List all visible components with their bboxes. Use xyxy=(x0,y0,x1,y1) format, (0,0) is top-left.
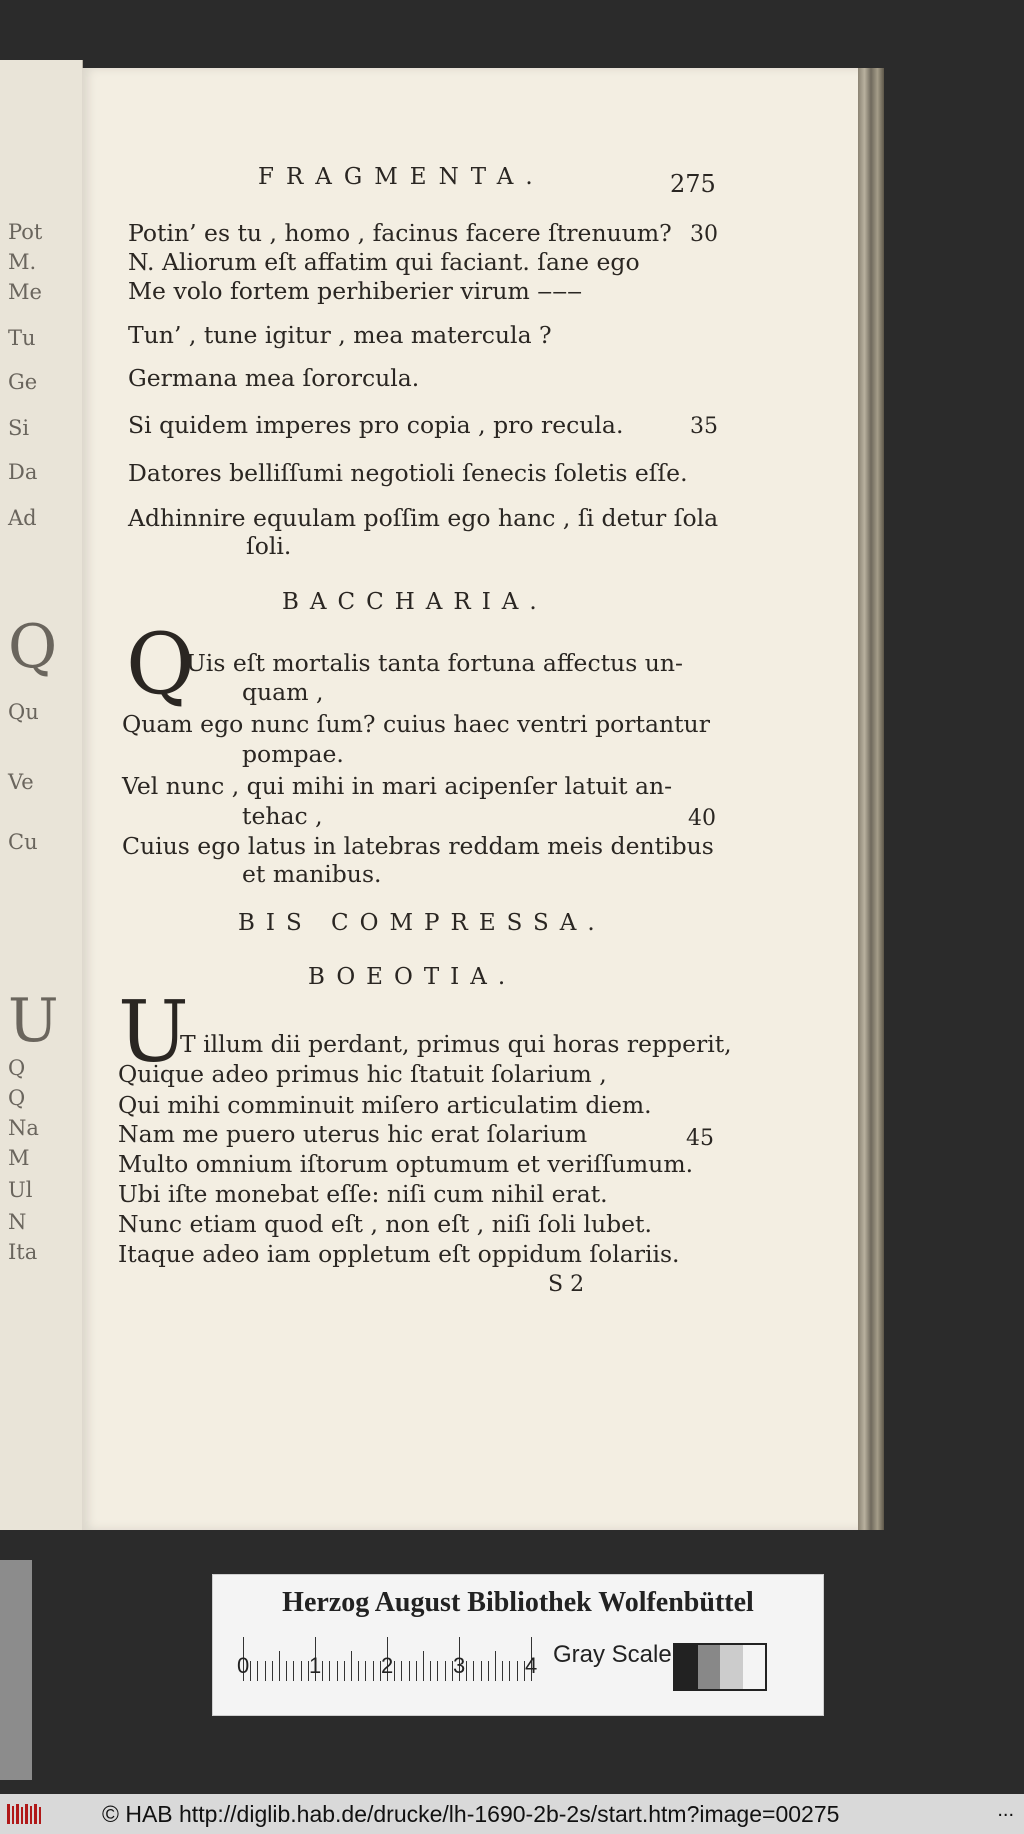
ruler-tick xyxy=(416,1661,417,1681)
ruler-tick xyxy=(437,1661,438,1681)
section-heading: BIS COMPRESSA. xyxy=(238,910,606,936)
ruler-tick xyxy=(358,1661,359,1681)
text-line: pompae. xyxy=(242,740,344,768)
hab-logo-icon xyxy=(6,1802,46,1826)
ruler-tick xyxy=(466,1661,467,1681)
left-page-fragment: Tu xyxy=(8,326,36,350)
drop-cap: U xyxy=(118,983,189,1081)
line-number: 30 xyxy=(690,222,718,247)
ruler-number: 4 xyxy=(525,1653,538,1678)
ruler-tick xyxy=(257,1661,258,1681)
gray-swatch xyxy=(698,1645,721,1689)
ruler-tick xyxy=(509,1661,510,1681)
ruler-tick xyxy=(473,1661,474,1681)
ruler-number: 1 xyxy=(309,1653,322,1678)
text-line: Quam ego nunc ſum? cuius haec ventri portantur xyxy=(122,710,710,738)
text-line: Potin’ es tu , homo , facinus facere ſtrenuum? xyxy=(128,219,672,247)
ruler-tick xyxy=(337,1661,338,1681)
ruler-tick xyxy=(344,1661,345,1681)
ruler-tick xyxy=(293,1661,294,1681)
text-line: Nunc etiam quod eſt , non eſt , niſi ſoli lubet. xyxy=(118,1210,652,1238)
ruler-number: 3 xyxy=(453,1653,466,1678)
text-line: Si quidem imperes pro copia , pro recula. xyxy=(128,411,624,439)
ruler-tick xyxy=(250,1661,251,1681)
ruler-tick xyxy=(495,1651,496,1681)
left-page-fragment: Q xyxy=(8,612,58,682)
drop-cap: Q xyxy=(126,615,195,713)
footer-bar xyxy=(0,1794,1024,1834)
ruler-tick xyxy=(301,1661,302,1681)
left-page-fragment: Ad xyxy=(8,506,37,530)
signature-mark: S 2 xyxy=(548,1272,585,1297)
ruler-tick xyxy=(502,1661,503,1681)
line-number: 45 xyxy=(686,1126,714,1151)
text-line: Nam me puero uterus hic erat ſolarium xyxy=(118,1120,588,1148)
ruler-tick xyxy=(430,1661,431,1681)
text-line: Adhinnire equulam poſſim ego hanc , ſi detur ſola xyxy=(128,504,719,532)
plate-title: Herzog August Bibliothek Wolfenbüttel xyxy=(282,1587,754,1618)
ruler-tick xyxy=(488,1661,489,1681)
ruler-tick xyxy=(517,1661,518,1681)
ruler-tick xyxy=(351,1651,352,1681)
text-line: Multo omnium iſtorum optumum et veriſſumum. xyxy=(118,1150,694,1178)
color-reference-plate xyxy=(212,1574,824,1716)
ruler-tick xyxy=(329,1661,330,1681)
ruler-number: 0 xyxy=(237,1653,250,1678)
text-line: Itaque adeo iam oppletum eſt oppidum ſolariis. xyxy=(118,1240,680,1268)
text-line: Ubi iſte monebat eſſe: niſi cum nihil erat. xyxy=(118,1180,608,1208)
text-line: Germana mea ſororcula. xyxy=(128,364,420,392)
section-heading: BOEOTIA. xyxy=(308,964,517,990)
page-number: 275 xyxy=(670,170,716,198)
running-head: FRAGMENTA. xyxy=(258,164,545,190)
gray-swatch xyxy=(720,1645,743,1689)
text-line: Vel nunc , qui mihi in mari acipenſer latuit an- xyxy=(122,772,673,800)
left-edge-strip xyxy=(0,1560,32,1780)
ruler-tick xyxy=(401,1661,402,1681)
text-line: Cuius ego latus in latebras reddam meis dentibus xyxy=(122,832,714,860)
ruler-tick xyxy=(365,1661,366,1681)
text-line: et manibus. xyxy=(242,860,382,888)
ruler-tick xyxy=(445,1661,446,1681)
line-number: 35 xyxy=(690,414,718,439)
left-page-fragment: Cu xyxy=(8,830,38,854)
left-page-fragment: Me xyxy=(8,280,42,304)
left-page-fragment: Q xyxy=(8,1086,26,1110)
text-line: Uis eſt mortalis tanta fortuna affectus un- xyxy=(186,649,683,677)
ruler-tick xyxy=(322,1661,323,1681)
more-indicator: ... xyxy=(997,1799,1014,1821)
line-number: 40 xyxy=(688,806,716,831)
gray-swatch xyxy=(743,1645,766,1689)
text-line: ſoli. xyxy=(246,532,292,560)
left-page-fragment: Ve xyxy=(8,770,34,794)
ruler-tick xyxy=(373,1661,374,1681)
gray-scale-label: Gray Scale xyxy=(553,1641,672,1668)
ruler-tick xyxy=(394,1661,395,1681)
ruler-tick xyxy=(423,1651,424,1681)
ruler-tick xyxy=(481,1661,482,1681)
ruler-tick xyxy=(409,1661,410,1681)
text-line: Quique adeo primus hic ſtatuit ſolarium , xyxy=(118,1060,607,1088)
text-line: quam , xyxy=(242,678,324,706)
gray-scale-swatches xyxy=(673,1643,767,1691)
left-page-fragment: Qu xyxy=(8,700,39,724)
text-line: tehac , xyxy=(242,802,323,830)
text-line: Me volo fortem perhiberier virum ‒‒‒ xyxy=(128,277,583,305)
text-line: Qui mihi comminuit miſero articulatim diem. xyxy=(118,1091,652,1119)
ruler-tick xyxy=(286,1661,287,1681)
left-page-fragment: N xyxy=(8,1210,27,1234)
left-page-fragment: Na xyxy=(8,1116,39,1140)
page-fore-edge xyxy=(858,68,884,1530)
section-heading: BACCHARIA. xyxy=(282,589,548,615)
text-line: Tun’ , tune igitur , mea matercula ? xyxy=(128,321,552,349)
ruler-number: 2 xyxy=(381,1653,394,1678)
copyright-url[interactable]: © HAB http://diglib.hab.de/drucke/lh-1690-2b-2s/start.htm?image=00275 xyxy=(102,1801,840,1827)
left-page-fragment: U xyxy=(8,986,59,1056)
left-page-fragment: M. xyxy=(8,250,37,274)
left-page-fragment: M xyxy=(8,1146,30,1170)
left-page-fragment: Ita xyxy=(8,1240,38,1264)
gray-swatch xyxy=(675,1645,698,1689)
ruler-tick xyxy=(265,1661,266,1681)
ruler-tick xyxy=(272,1661,273,1681)
left-page-fragment: Q xyxy=(8,1056,26,1080)
left-page-fragment: Ge xyxy=(8,370,38,394)
left-page-fragment: Da xyxy=(8,460,38,484)
text-line: N. Aliorum eſt affatim qui faciant. ſane ego xyxy=(128,248,640,276)
left-page-fragment: Pot xyxy=(8,220,43,244)
text-line: T illum dii perdant, primus qui horas repperit, xyxy=(180,1030,732,1058)
text-line: Datores belliſſumi negotioli ſenecis ſoletis eſſe. xyxy=(128,459,688,487)
left-page-fragment: Si xyxy=(8,416,30,440)
left-page-fragment: Ul xyxy=(8,1178,33,1202)
ruler-tick xyxy=(279,1651,280,1681)
